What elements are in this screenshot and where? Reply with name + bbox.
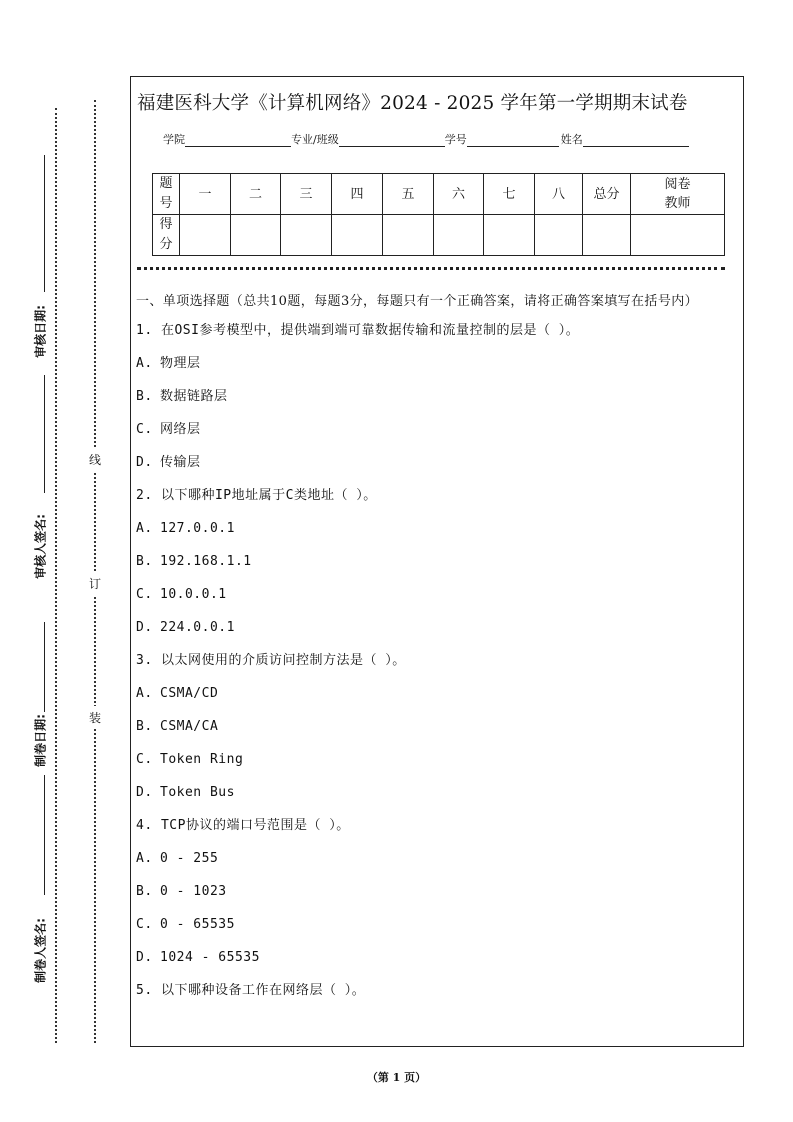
score-table — [152, 173, 725, 256]
binding-char-bind: 订 — [88, 572, 102, 595]
answer-option: C. Token Ring — [136, 752, 244, 767]
answer-option: B. 数据链路层 — [136, 389, 228, 404]
binding-dotted-line-left — [55, 108, 57, 1043]
score-col-head: 五 — [383, 174, 434, 215]
score-col-head: 六 — [434, 174, 484, 215]
answer-option: A. 物理层 — [136, 356, 201, 371]
major-class-blank[interactable] — [339, 133, 445, 147]
page-number: （第 1 页） — [366, 1071, 427, 1084]
answer-option: A. 0 - 255 — [136, 851, 219, 866]
score-cell[interactable] — [281, 215, 332, 256]
answer-option: D. 传输层 — [136, 455, 201, 470]
score-col-head: 三 — [281, 174, 332, 215]
score-cell-total[interactable] — [583, 215, 631, 256]
maker-sign-label: 制卷人签名: — [33, 918, 48, 983]
answer-option: D. 224.0.0.1 — [136, 620, 235, 635]
score-col-head: 七 — [484, 174, 535, 215]
name-blank[interactable] — [583, 133, 689, 147]
major-class-label: 专业/班级 — [291, 133, 339, 146]
score-cell[interactable] — [535, 215, 583, 256]
review-date-label: 审核日期: — [33, 305, 48, 358]
answer-option: B. 0 - 1023 — [136, 884, 227, 899]
grading-teacher-head: 阅卷教师 — [631, 174, 725, 215]
student-info-row — [163, 131, 689, 147]
binding-char-fold: 装 — [88, 706, 102, 729]
student-id-blank[interactable] — [467, 133, 559, 147]
section-heading: 一、单项选择题（总共10题，每题3分，每题只有一个正确答案，请将正确答案填写在括号内） — [136, 294, 699, 309]
reviewer-sign-line — [44, 375, 45, 493]
question-stem: 1. 在OSI参考模型中，提供端到端可靠数据传输和流量控制的层是（ ）。 — [136, 323, 580, 338]
question-stem: 3. 以太网使用的介质访问控制方法是（ ）。 — [136, 653, 406, 668]
answer-option: C. 10.0.0.1 — [136, 587, 227, 602]
score-row-head: 得分 — [153, 215, 180, 256]
student-id-label: 学号 — [444, 133, 467, 146]
grading-teacher-cell[interactable] — [631, 215, 725, 256]
question-stem: 4. TCP协议的端口号范围是（ ）。 — [136, 818, 350, 833]
answer-option: D. 1024 - 65535 — [136, 950, 260, 965]
score-cell[interactable] — [434, 215, 484, 256]
score-cell[interactable] — [484, 215, 535, 256]
score-col-head: 四 — [332, 174, 383, 215]
binding-char-line: 线 — [88, 448, 102, 471]
score-table-score-row — [153, 215, 725, 256]
question-stem: 2. 以下哪种IP地址属于C类地址（ ）。 — [136, 488, 377, 503]
review-date-line — [44, 155, 45, 292]
college-blank[interactable] — [185, 133, 291, 147]
college-label: 学院 — [163, 133, 185, 146]
score-cell[interactable] — [180, 215, 231, 256]
question-number-head: 题号 — [153, 174, 180, 215]
answer-option: B. 192.168.1.1 — [136, 554, 252, 569]
answer-option: A. 127.0.0.1 — [136, 521, 235, 536]
score-cell[interactable] — [332, 215, 383, 256]
make-date-line — [44, 622, 45, 712]
question-stem: 5. 以下哪种设备工作在网络层（ ）。 — [136, 983, 366, 998]
answer-option: C. 0 - 65535 — [136, 917, 235, 932]
score-col-head: 八 — [535, 174, 583, 215]
score-cell[interactable] — [383, 215, 434, 256]
exam-title: 福建医科大学《计算机网络》2024 - 2025 学年第一学期期末试卷 — [137, 93, 688, 114]
answer-option: D. Token Bus — [136, 785, 235, 800]
answer-option: C. 网络层 — [136, 422, 201, 437]
answer-option: A. CSMA/CD — [136, 686, 219, 701]
reviewer-sign-label: 审核人签名: — [33, 514, 48, 579]
name-label: 姓名 — [560, 133, 583, 146]
score-col-head: 一 — [180, 174, 231, 215]
score-col-head-total: 总分 — [583, 174, 631, 215]
make-date-label: 制卷日期: — [33, 714, 48, 767]
score-col-head: 二 — [231, 174, 281, 215]
binding-margin — [0, 0, 128, 1122]
dotted-separator — [137, 267, 725, 270]
exam-frame — [130, 76, 744, 1047]
maker-sign-line — [44, 775, 45, 895]
score-table-header-row — [153, 174, 725, 215]
answer-option: B. CSMA/CA — [136, 719, 219, 734]
questions-section — [136, 291, 740, 1014]
score-cell[interactable] — [231, 215, 281, 256]
